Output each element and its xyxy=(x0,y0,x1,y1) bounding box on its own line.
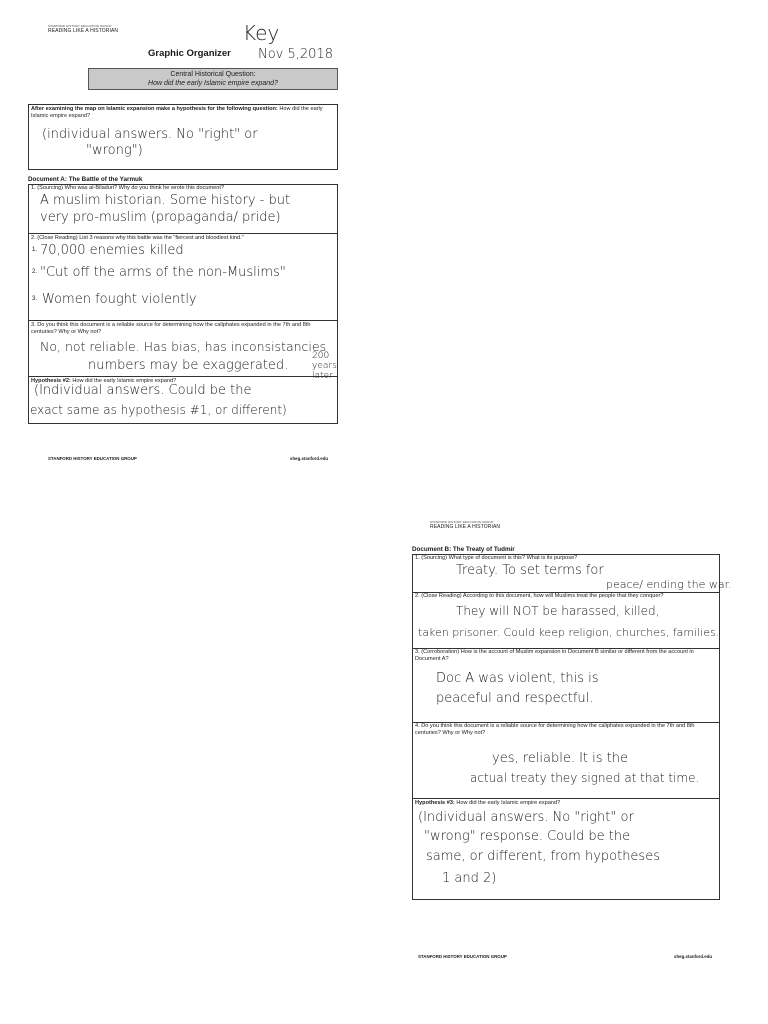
doc-b-answer-2-line-1: They will NOT be harassed, killed, xyxy=(456,604,660,618)
divider xyxy=(28,376,338,377)
doc-a-answer-3-line-1: No, not reliable. Has bias, has inconsistancies xyxy=(40,339,327,354)
doc-b-answer-3-line-1: Doc A was violent, this is xyxy=(436,671,599,686)
doc-a-answer-2-item-1: 70,000 enemies killed xyxy=(40,243,184,258)
document-a-title: Document A: The Battle of the Yarmuk xyxy=(28,176,143,183)
page-title: Graphic Organizer xyxy=(148,48,231,59)
list-number-2: 2. xyxy=(32,269,38,275)
worksheet-page-1 xyxy=(28,18,340,468)
hypothesis-3-answer-line-2: "wrong" response. Could be the xyxy=(424,829,631,844)
hypothesis-3-label: Hypothesis #3: xyxy=(415,800,455,806)
doc-a-answer-2-item-3: Women fought violently xyxy=(42,292,197,307)
logo-subtext: STANFORD HISTORY EDUCATION GROUP xyxy=(48,24,112,28)
doc-a-question-3: 3. Do you think this document is a reliable source for determining how the caliphates expanded in the 7th and 8th centuries? Why or Why not? xyxy=(31,322,311,335)
list-number-3: 3. xyxy=(32,296,38,302)
logo xyxy=(48,24,118,34)
divider xyxy=(28,233,338,234)
logo xyxy=(430,520,500,530)
hypothesis-3-prompt xyxy=(415,800,715,807)
doc-b-answer-1-line-1: Treaty. To set terms for xyxy=(456,563,604,578)
doc-b-question-4: 4. Do you think this document is a reliable source for determining how the caliphates expanded in the 7th and 8th centuries? Why or Why not? xyxy=(415,723,695,736)
doc-a-answer-1-line-1: A muslim historian. Some history - but xyxy=(40,193,291,208)
list-number-1: 1. xyxy=(32,247,38,253)
hypothesis-1-answer-line-1: (individual answers. No "right" or xyxy=(42,127,258,142)
hypothesis-1-prompt-bold: After examining the map on Islamic expansion make a hypothesis for the following question: xyxy=(31,106,278,112)
hypothesis-1-prompt-question: How did the early Islamic empire expand? xyxy=(31,106,323,119)
hypothesis-3-answer-line-4: 1 and 2) xyxy=(442,871,497,886)
divider xyxy=(412,798,720,799)
footer-left: STANFORD HISTORY EDUCATION GROUP xyxy=(418,954,507,959)
logo-subtext: STANFORD HISTORY EDUCATION GROUP xyxy=(430,520,494,524)
doc-a-question-1: 1. (Sourcing) Who was al-Biladuri? Why do you think he wrote this document? xyxy=(31,185,225,191)
doc-a-answer-3-note: 200 years later xyxy=(312,351,337,381)
doc-a-answer-2-item-2: "Cut off the arms of the non-Muslims" xyxy=(40,265,286,280)
doc-b-answer-4-line-2: actual treaty they signed at that time. xyxy=(470,771,700,785)
footer-right: sheg.stanford.edu xyxy=(674,954,713,959)
doc-b-answer-1-line-2: peace/ ending the war. xyxy=(606,578,732,591)
worksheet-page-2 xyxy=(410,520,732,960)
hypothesis-2-label: Hypothesis #2: xyxy=(31,378,71,384)
divider xyxy=(28,320,338,321)
doc-a-answer-3-line-2: numbers may be exaggerated. xyxy=(88,358,289,373)
central-question-label: Central Historical Question: xyxy=(170,71,256,78)
doc-b-question-3: 3. (Corroboration) How is the account of Muslim expansion in Document B similar or different from the account in Document A? xyxy=(415,649,694,662)
footer-left: STANFORD HISTORY EDUCATION GROUP xyxy=(48,456,137,461)
central-question: How did the early Islamic empire expand? xyxy=(148,79,278,87)
handwritten-key: Key xyxy=(243,21,280,45)
hypothesis-3-answer-line-3: same, or different, from hypotheses xyxy=(426,849,660,864)
hypothesis-1-prompt xyxy=(31,106,331,119)
doc-b-answer-4-line-1: yes, reliable. It is the xyxy=(492,751,629,766)
hypothesis-3-question: How did the early Islamic empire expand? xyxy=(456,800,561,806)
doc-b-question-2: 2. (Close Reading) According to this document, how will Muslims treat the people that they conquer? xyxy=(415,593,664,599)
handwritten-date: Nov 5,2018 xyxy=(258,47,333,62)
logo-text: READING LIKE A HISTORIAN xyxy=(48,28,119,34)
doc-b-answer-3-line-2: peaceful and respectful. xyxy=(436,691,594,706)
hypothesis-2-answer-line-2: exact same as hypothesis #1, or different) xyxy=(30,403,287,417)
central-question-banner xyxy=(88,68,338,90)
doc-b-answer-2-line-2: taken prisoner. Could keep religion, churches, families. xyxy=(418,626,720,639)
hypothesis-2-question: How did the early Islamic empire expand? xyxy=(72,378,177,384)
document-b-title: Document B: The Treaty of Tudmir xyxy=(412,546,515,553)
hypothesis-1-answer-line-2: "wrong") xyxy=(86,143,143,158)
doc-a-answer-1-line-2: very pro-muslim (propaganda/ pride) xyxy=(40,210,281,225)
doc-a-question-2: 2. (Close Reading) List 3 reasons why this battle was the "fiercest and bloodiest kind." xyxy=(31,235,244,241)
hypothesis-3-answer-line-1: (Individual answers. No "right" or xyxy=(418,810,634,825)
hypothesis-2-answer-line-1: (Individual answers. Could be the xyxy=(34,383,252,398)
logo-text: READING LIKE A HISTORIAN xyxy=(430,524,501,530)
footer-right: sheg.stanford.edu xyxy=(290,456,329,461)
doc-b-question-1: 1. (Sourcing) What type of document is this? What is its purpose? xyxy=(415,555,578,561)
